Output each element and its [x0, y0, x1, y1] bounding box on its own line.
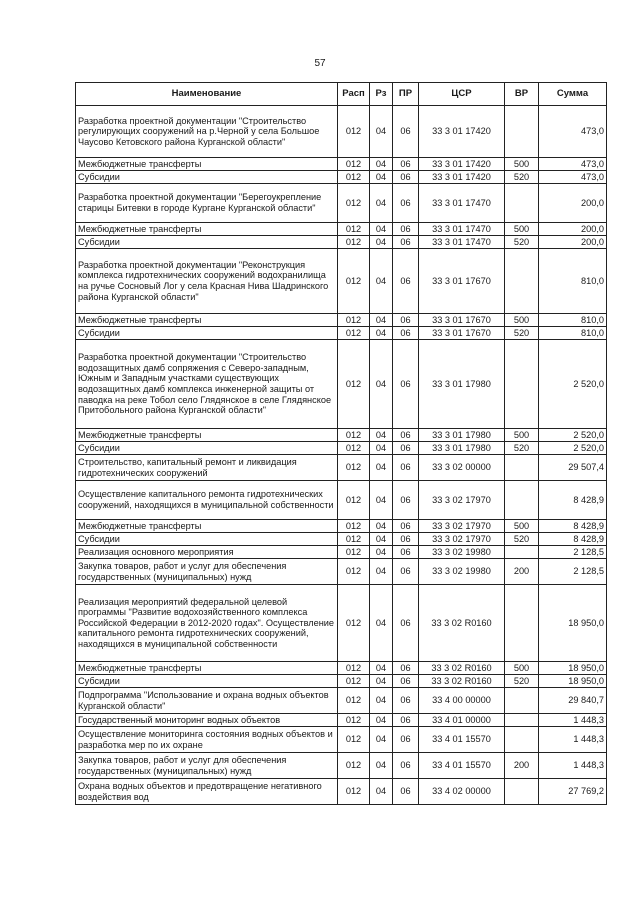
row-csr-cell: 33 3 02 19980: [419, 546, 505, 559]
row-sum-cell: 8 428,9: [539, 520, 607, 533]
row-pr-cell: 06: [393, 106, 419, 158]
row-rz-cell: 04: [370, 171, 393, 184]
row-rasp-cell: 012: [338, 236, 370, 249]
row-sum-cell: 2 520,0: [539, 340, 607, 429]
table-row: [76, 223, 607, 236]
row-name-cell: Межбюджетные трансферты: [76, 429, 338, 442]
row-vr-cell: 520: [505, 675, 539, 688]
row-rz-cell: 04: [370, 314, 393, 327]
row-sum-cell: 200,0: [539, 184, 607, 223]
row-name-cell: Субсидии: [76, 327, 338, 340]
row-vr-cell: [505, 779, 539, 805]
row-name-cell: Разработка проектной документации "Берегоукрепление старицы Битевки в городе Кургане Курганской области": [76, 184, 338, 223]
row-vr-cell: 520: [505, 171, 539, 184]
row-vr-cell: 500: [505, 520, 539, 533]
row-rz-cell: 04: [370, 675, 393, 688]
row-pr-cell: 06: [393, 158, 419, 171]
row-rasp-cell: 012: [338, 249, 370, 314]
row-rz-cell: 04: [370, 158, 393, 171]
row-rz-cell: 04: [370, 442, 393, 455]
table-row: [76, 171, 607, 184]
header-sum: Сумма: [539, 83, 607, 106]
row-rasp-cell: 012: [338, 455, 370, 481]
row-rz-cell: 04: [370, 249, 393, 314]
row-csr-cell: 33 3 02 17970: [419, 481, 505, 520]
table-row: [76, 314, 607, 327]
row-rasp-cell: 012: [338, 106, 370, 158]
row-rz-cell: 04: [370, 688, 393, 714]
row-sum-cell: 200,0: [539, 236, 607, 249]
row-csr-cell: 33 3 02 19980: [419, 559, 505, 585]
row-rasp-cell: 012: [338, 779, 370, 805]
row-rasp-cell: 012: [338, 753, 370, 779]
row-sum-cell: 2 128,5: [539, 559, 607, 585]
row-pr-cell: 06: [393, 688, 419, 714]
row-pr-cell: 06: [393, 585, 419, 662]
row-csr-cell: 33 3 01 17470: [419, 236, 505, 249]
table-row: [76, 546, 607, 559]
row-rasp-cell: 012: [338, 585, 370, 662]
row-vr-cell: 520: [505, 442, 539, 455]
row-csr-cell: 33 3 01 17670: [419, 249, 505, 314]
row-vr-cell: [505, 249, 539, 314]
row-pr-cell: 06: [393, 559, 419, 585]
row-csr-cell: 33 3 01 17420: [419, 171, 505, 184]
table-row: [76, 106, 607, 158]
row-pr-cell: 06: [393, 520, 419, 533]
row-vr-cell: 520: [505, 236, 539, 249]
row-sum-cell: 1 448,3: [539, 727, 607, 753]
header-pr: ПР: [393, 83, 419, 106]
row-sum-cell: 18 950,0: [539, 585, 607, 662]
row-name-cell: Государственный мониторинг водных объектов: [76, 714, 338, 727]
row-rz-cell: 04: [370, 223, 393, 236]
row-csr-cell: 33 3 01 17420: [419, 158, 505, 171]
row-csr-cell: 33 3 02 R0160: [419, 585, 505, 662]
row-rasp-cell: 012: [338, 429, 370, 442]
row-vr-cell: 500: [505, 662, 539, 675]
row-pr-cell: 06: [393, 753, 419, 779]
row-pr-cell: 06: [393, 249, 419, 314]
row-rasp-cell: 012: [338, 533, 370, 546]
row-vr-cell: [505, 340, 539, 429]
row-vr-cell: 500: [505, 158, 539, 171]
row-sum-cell: 27 769,2: [539, 779, 607, 805]
row-csr-cell: 33 3 02 R0160: [419, 662, 505, 675]
row-name-cell: Разработка проектной документации "Реконструкция комплекса гидротехнических сооружений водохранилища на ручье Сосновый Лог у села Красная Нива Шадринского района Курганской области": [76, 249, 338, 314]
row-rasp-cell: 012: [338, 662, 370, 675]
row-rasp-cell: 012: [338, 442, 370, 455]
table-row: [76, 158, 607, 171]
row-sum-cell: 8 428,9: [539, 481, 607, 520]
row-rz-cell: 04: [370, 429, 393, 442]
row-pr-cell: 06: [393, 727, 419, 753]
row-csr-cell: 33 3 02 R0160: [419, 675, 505, 688]
table-row: [76, 688, 607, 714]
row-vr-cell: [505, 455, 539, 481]
row-sum-cell: 810,0: [539, 314, 607, 327]
table-row: [76, 184, 607, 223]
table-body: [76, 106, 607, 805]
row-pr-cell: 06: [393, 675, 419, 688]
row-sum-cell: 1 448,3: [539, 753, 607, 779]
table-row: [76, 675, 607, 688]
row-pr-cell: 06: [393, 714, 419, 727]
row-name-cell: Закупка товаров, работ и услуг для обеспечения государственных (муниципальных) нужд: [76, 559, 338, 585]
row-rasp-cell: 012: [338, 559, 370, 585]
table-row: [76, 520, 607, 533]
row-rz-cell: 04: [370, 546, 393, 559]
row-pr-cell: 06: [393, 327, 419, 340]
row-pr-cell: 06: [393, 223, 419, 236]
row-name-cell: Строительство, капитальный ремонт и ликвидация гидротехнических сооружений: [76, 455, 338, 481]
row-rasp-cell: 012: [338, 688, 370, 714]
row-rz-cell: 04: [370, 481, 393, 520]
row-csr-cell: 33 3 01 17980: [419, 442, 505, 455]
row-rasp-cell: 012: [338, 546, 370, 559]
table-row: [76, 249, 607, 314]
row-name-cell: Реализация основного мероприятия: [76, 546, 338, 559]
row-vr-cell: [505, 714, 539, 727]
table-row: [76, 753, 607, 779]
row-pr-cell: 06: [393, 442, 419, 455]
header-rz: Рз: [370, 83, 393, 106]
row-name-cell: Осуществление капитального ремонта гидротехнических сооружений, находящихся в муниципальной собственности: [76, 481, 338, 520]
table-header-row: [76, 83, 607, 106]
row-csr-cell: 33 4 01 15570: [419, 727, 505, 753]
row-csr-cell: 33 3 01 17420: [419, 106, 505, 158]
row-pr-cell: 06: [393, 533, 419, 546]
row-vr-cell: [505, 481, 539, 520]
row-pr-cell: 06: [393, 171, 419, 184]
row-rasp-cell: 012: [338, 727, 370, 753]
row-rz-cell: 04: [370, 533, 393, 546]
header-csr: ЦСР: [419, 83, 505, 106]
row-name-cell: Реализация мероприятий федеральной целевой программы "Развитие водохозяйственного комплекса Российской Федерации в 2012-2020 годах". Осуществление капитального ремонта гидротехнических сооружений, находящихся в муниципальной собственности: [76, 585, 338, 662]
row-csr-cell: 33 4 00 00000: [419, 688, 505, 714]
table-row: [76, 340, 607, 429]
budget-table: [75, 82, 607, 805]
row-pr-cell: 06: [393, 314, 419, 327]
row-vr-cell: [505, 688, 539, 714]
row-name-cell: Разработка проектной документации "Строительство водозащитных дамб сопряжения с Северо-западным, Южным и Западным участками существующих водозащитных дамб комплекса инженерной защиты от паводка на реке Тобол село Глядянское в селе Глядянское Притобольного района Курганской области": [76, 340, 338, 429]
row-rasp-cell: 012: [338, 714, 370, 727]
row-sum-cell: 29 840,7: [539, 688, 607, 714]
row-csr-cell: 33 3 01 17670: [419, 327, 505, 340]
row-csr-cell: 33 3 02 17970: [419, 533, 505, 546]
row-sum-cell: 18 950,0: [539, 675, 607, 688]
row-name-cell: Разработка проектной документации "Строительство регулирующих сооружений на р.Черной у села Большое Чаусово Кетовского района Курганской области": [76, 106, 338, 158]
row-csr-cell: 33 4 02 00000: [419, 779, 505, 805]
row-rz-cell: 04: [370, 327, 393, 340]
row-vr-cell: 500: [505, 314, 539, 327]
row-sum-cell: 810,0: [539, 327, 607, 340]
table-row: [76, 662, 607, 675]
row-rz-cell: 04: [370, 662, 393, 675]
row-name-cell: Подпрограмма "Использование и охрана водных объектов Курганской области": [76, 688, 338, 714]
row-name-cell: Субсидии: [76, 236, 338, 249]
row-vr-cell: 200: [505, 753, 539, 779]
header-rasp: Расп: [338, 83, 370, 106]
row-rasp-cell: 012: [338, 327, 370, 340]
row-sum-cell: 473,0: [539, 106, 607, 158]
row-sum-cell: 810,0: [539, 249, 607, 314]
row-csr-cell: 33 4 01 00000: [419, 714, 505, 727]
row-rz-cell: 04: [370, 714, 393, 727]
row-rz-cell: 04: [370, 184, 393, 223]
row-rz-cell: 04: [370, 753, 393, 779]
row-name-cell: Межбюджетные трансферты: [76, 314, 338, 327]
row-rz-cell: 04: [370, 106, 393, 158]
row-rasp-cell: 012: [338, 340, 370, 429]
row-csr-cell: 33 3 01 17470: [419, 184, 505, 223]
row-pr-cell: 06: [393, 481, 419, 520]
table-row: [76, 429, 607, 442]
row-pr-cell: 06: [393, 236, 419, 249]
row-csr-cell: 33 4 01 15570: [419, 753, 505, 779]
row-sum-cell: 473,0: [539, 158, 607, 171]
row-rz-cell: 04: [370, 779, 393, 805]
row-csr-cell: 33 3 01 17980: [419, 340, 505, 429]
row-name-cell: Субсидии: [76, 171, 338, 184]
row-pr-cell: 06: [393, 429, 419, 442]
row-sum-cell: 1 448,3: [539, 714, 607, 727]
row-name-cell: Межбюджетные трансферты: [76, 223, 338, 236]
row-rz-cell: 04: [370, 340, 393, 429]
row-rz-cell: 04: [370, 455, 393, 481]
table-row: [76, 327, 607, 340]
row-csr-cell: 33 3 01 17980: [419, 429, 505, 442]
row-name-cell: Межбюджетные трансферты: [76, 662, 338, 675]
row-rasp-cell: 012: [338, 184, 370, 223]
row-name-cell: Межбюджетные трансферты: [76, 158, 338, 171]
row-name-cell: Межбюджетные трансферты: [76, 520, 338, 533]
row-name-cell: Субсидии: [76, 442, 338, 455]
table-row: [76, 533, 607, 546]
row-rasp-cell: 012: [338, 520, 370, 533]
row-rz-cell: 04: [370, 236, 393, 249]
row-name-cell: Закупка товаров, работ и услуг для обеспечения государственных (муниципальных) нужд: [76, 753, 338, 779]
row-rz-cell: 04: [370, 520, 393, 533]
row-sum-cell: 2 520,0: [539, 429, 607, 442]
row-vr-cell: 500: [505, 223, 539, 236]
table-row: [76, 236, 607, 249]
row-sum-cell: 2 520,0: [539, 442, 607, 455]
row-pr-cell: 06: [393, 455, 419, 481]
header-name: Наименование: [76, 83, 338, 106]
row-vr-cell: 200: [505, 559, 539, 585]
row-sum-cell: 29 507,4: [539, 455, 607, 481]
row-rasp-cell: 012: [338, 675, 370, 688]
row-pr-cell: 06: [393, 662, 419, 675]
row-rz-cell: 04: [370, 727, 393, 753]
row-vr-cell: [505, 727, 539, 753]
row-pr-cell: 06: [393, 340, 419, 429]
row-sum-cell: 473,0: [539, 171, 607, 184]
table-row: [76, 779, 607, 805]
row-csr-cell: 33 3 02 17970: [419, 520, 505, 533]
table-row: [76, 727, 607, 753]
row-name-cell: Субсидии: [76, 675, 338, 688]
table-row: [76, 559, 607, 585]
row-csr-cell: 33 3 02 00000: [419, 455, 505, 481]
page-number: 57: [314, 58, 326, 69]
row-rasp-cell: 012: [338, 158, 370, 171]
row-name-cell: Субсидии: [76, 533, 338, 546]
row-sum-cell: 2 128,5: [539, 546, 607, 559]
row-rasp-cell: 012: [338, 314, 370, 327]
row-vr-cell: 500: [505, 429, 539, 442]
row-name-cell: Охрана водных объектов и предотвращение негативного воздействия вод: [76, 779, 338, 805]
table-row: [76, 481, 607, 520]
row-sum-cell: 8 428,9: [539, 533, 607, 546]
row-name-cell: Осуществление мониторинга состояния водных объектов и разработка мер по их охране: [76, 727, 338, 753]
row-rz-cell: 04: [370, 559, 393, 585]
header-vr: ВР: [505, 83, 539, 106]
row-pr-cell: 06: [393, 546, 419, 559]
row-vr-cell: [505, 184, 539, 223]
row-sum-cell: 18 950,0: [539, 662, 607, 675]
row-pr-cell: 06: [393, 184, 419, 223]
row-rz-cell: 04: [370, 585, 393, 662]
table-row: [76, 442, 607, 455]
row-vr-cell: [505, 585, 539, 662]
table-row: [76, 585, 607, 662]
row-vr-cell: 520: [505, 533, 539, 546]
row-rasp-cell: 012: [338, 481, 370, 520]
row-sum-cell: 200,0: [539, 223, 607, 236]
row-rasp-cell: 012: [338, 171, 370, 184]
table-row: [76, 714, 607, 727]
row-vr-cell: 520: [505, 327, 539, 340]
row-vr-cell: [505, 546, 539, 559]
row-rasp-cell: 012: [338, 223, 370, 236]
row-csr-cell: 33 3 01 17670: [419, 314, 505, 327]
row-csr-cell: 33 3 01 17470: [419, 223, 505, 236]
table-row: [76, 455, 607, 481]
row-vr-cell: [505, 106, 539, 158]
row-pr-cell: 06: [393, 779, 419, 805]
